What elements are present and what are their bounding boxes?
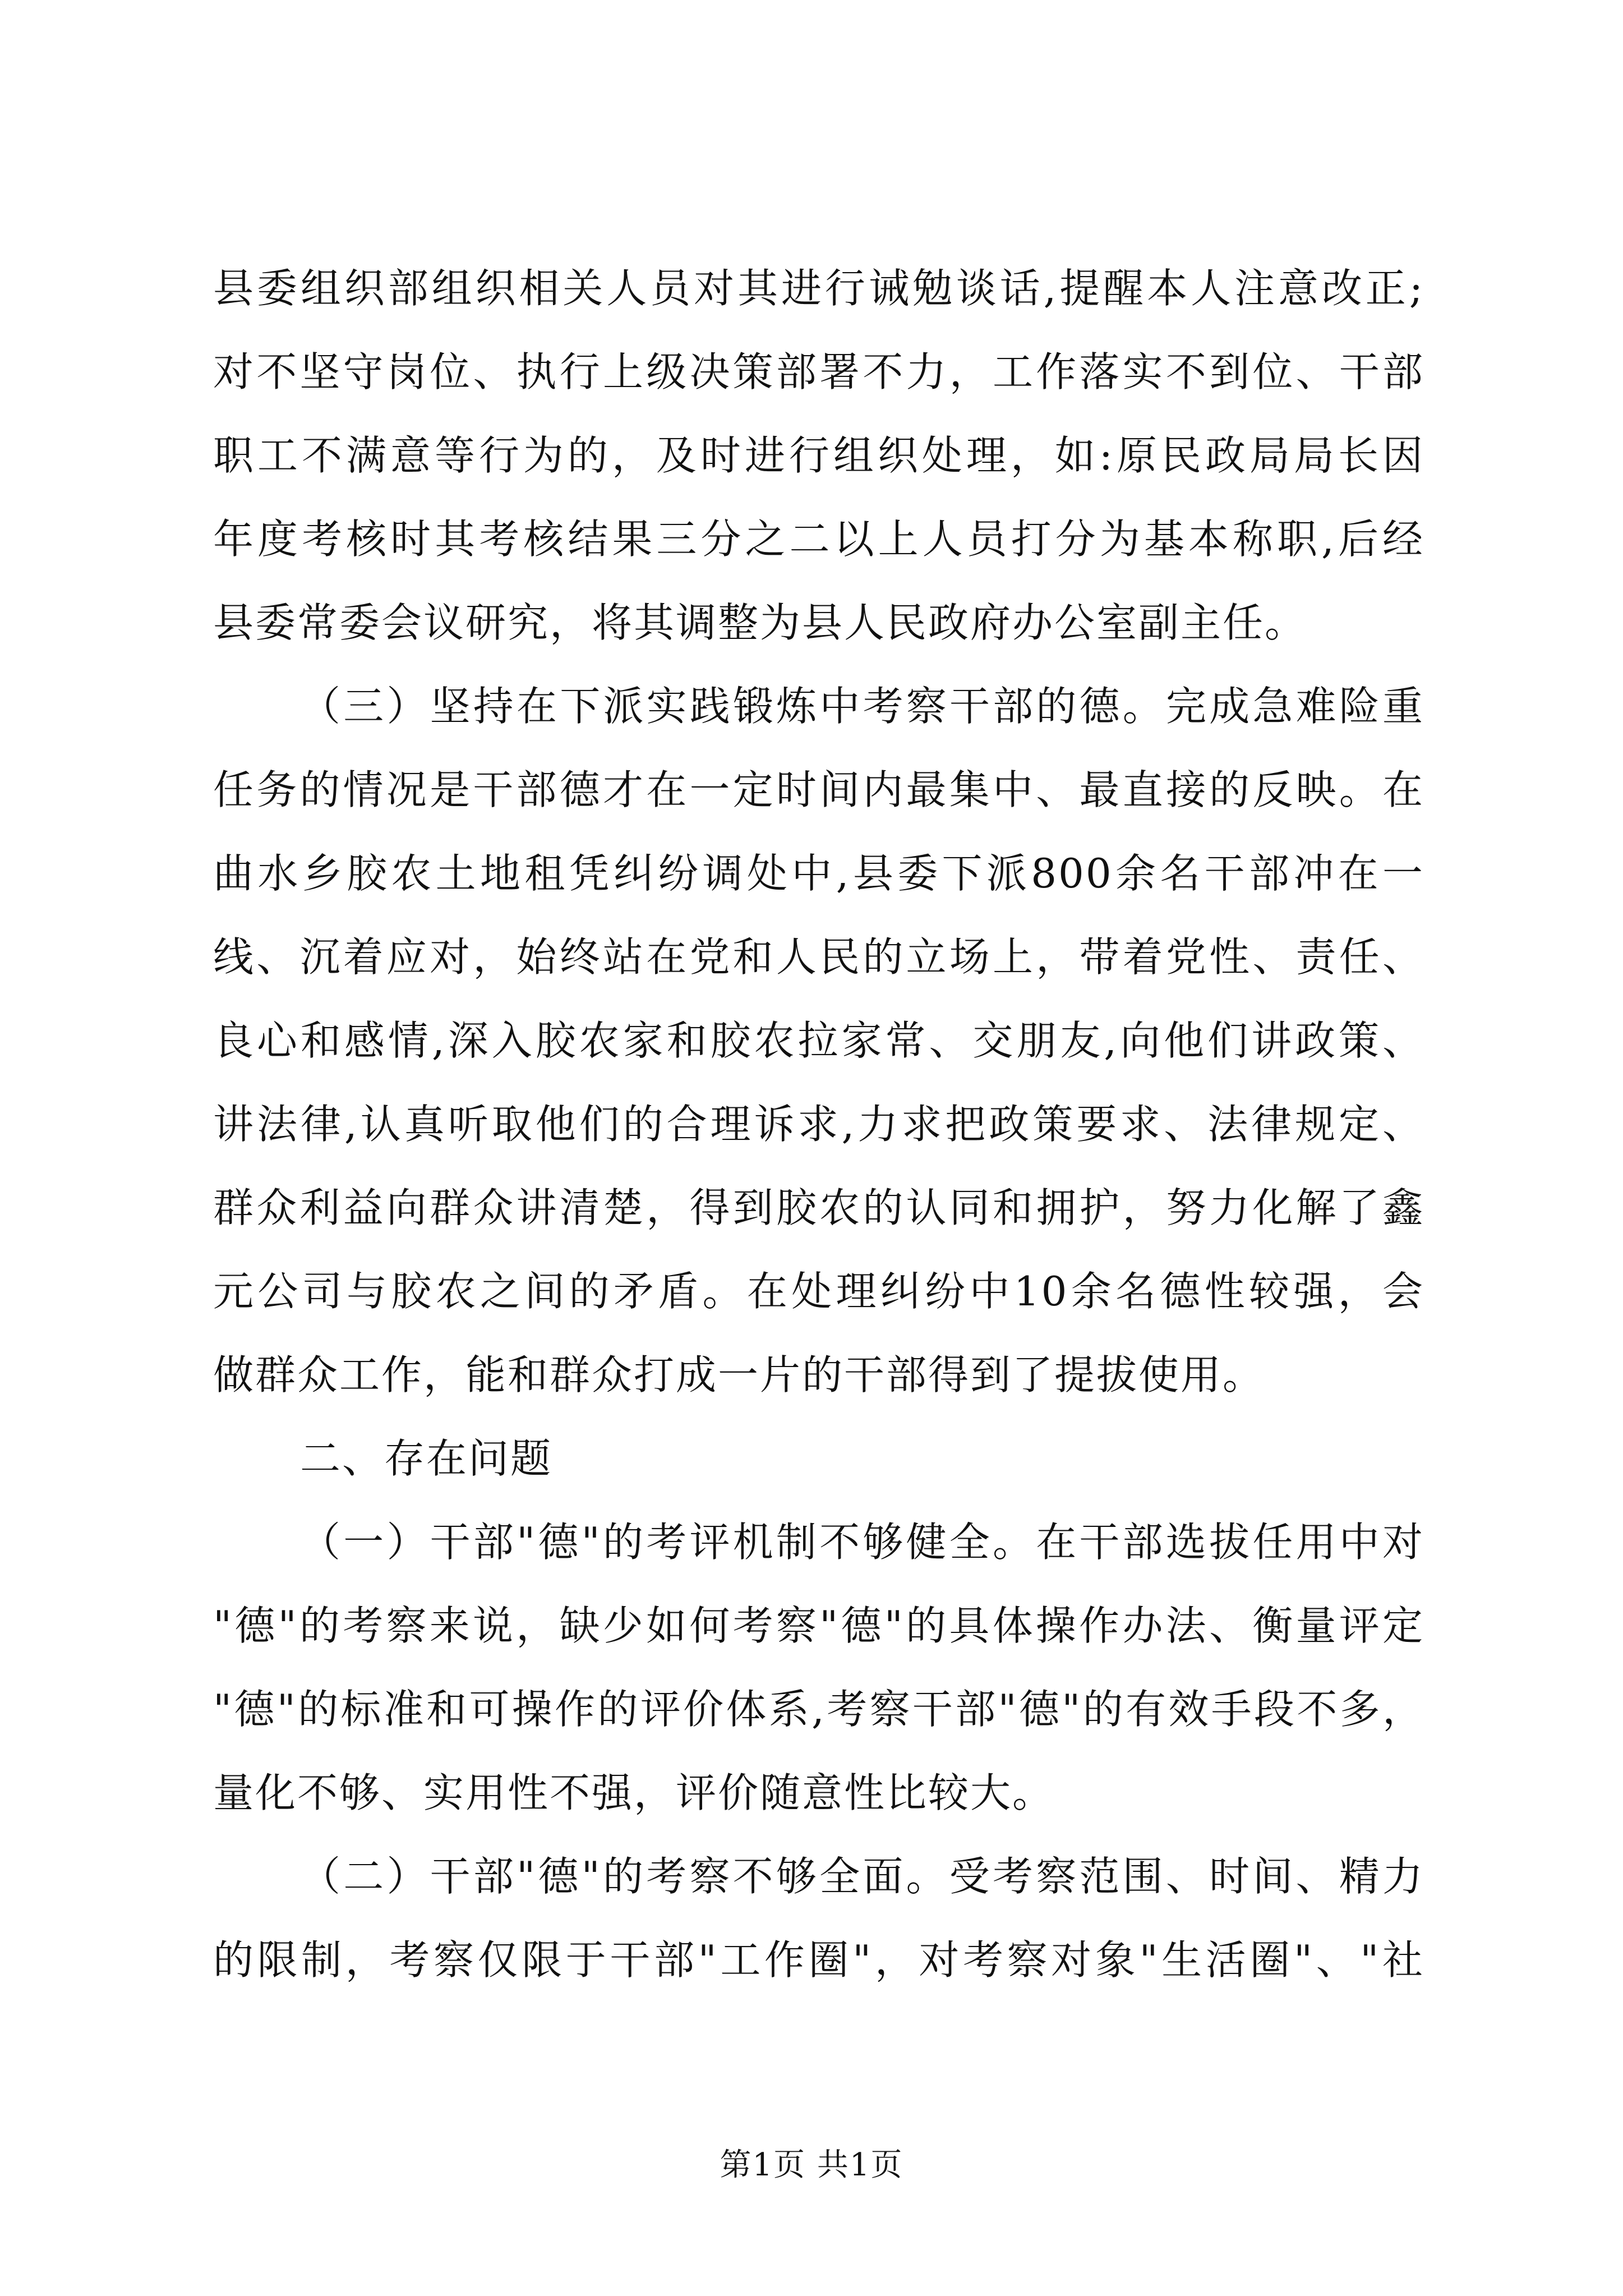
text-line: 年度考核时其考核结果三分之二以上人员打分为基本称职,后经	[213, 516, 1424, 563]
text-line: 元公司与胶农之间的矛盾。在处理纠纷中10余名德性较强，会	[213, 1268, 1424, 1315]
text-line: "德"的考察来说，缺少如何考察"德"的具体操作办法、衡量评定	[213, 1602, 1424, 1649]
text-line: 县委组织部组织相关人员对其进行诫勉谈话,提醒本人注意改正;	[213, 265, 1424, 312]
text-line: 讲法律,认真听取他们的合理诉求,力求把政策要求、法律规定、	[213, 1101, 1424, 1148]
text-line: 职工不满意等行为的，及时进行组织处理，如:原民政局局长因	[213, 432, 1424, 479]
page-footer: 第1页 共1页	[720, 2147, 903, 2183]
text-line: 群众利益向群众讲清楚，得到胶农的认同和拥护，努力化解了鑫	[213, 1184, 1424, 1231]
text-line: 做群众工作，能和群众打成一片的干部得到了提拔使用。	[213, 1351, 1265, 1398]
text-line: 曲水乡胶农土地租凭纠纷调处中,县委下派800余名干部冲在一	[213, 850, 1424, 897]
paragraph-start-line: （一）干部"德"的考评机制不够健全。在干部选拔任用中对	[300, 1519, 1424, 1566]
text-line: 线、沉着应对，始终站在党和人民的立场上，带着党性、责任、	[213, 933, 1424, 981]
text-line: 任务的情况是干部德才在一定时间内最集中、最直接的反映。在	[213, 766, 1424, 813]
text-line: "德"的标准和可操作的评价体系,考察干部"德"的有效手段不多，	[213, 1686, 1424, 1733]
text-line: 量化不够、实用性不强，评价随意性比较大。	[213, 1769, 1055, 1816]
text-line: 良心和感情,深入胶农家和胶农拉家常、交朋友,向他们讲政策、	[213, 1017, 1424, 1064]
document-body	[213, 247, 1424, 2002]
paragraph-start-line: （二）干部"德"的考察不够全面。受考察范围、时间、精力	[300, 1853, 1424, 1900]
text-line: 对不坚守岗位、执行上级决策部署不力，工作落实不到位、干部	[213, 348, 1424, 395]
section-heading: 二、存在问题	[300, 1435, 553, 1482]
text-line: 县委常委会议研究，将其调整为县人民政府办公室副主任。	[213, 599, 1307, 646]
paragraph-start-line: （三）坚持在下派实践锻炼中考察干部的德。完成急难险重	[300, 683, 1424, 730]
text-line: 的限制，考察仅限于干部"工作圈"，对考察对象"生活圈"、"社	[213, 1936, 1424, 1984]
